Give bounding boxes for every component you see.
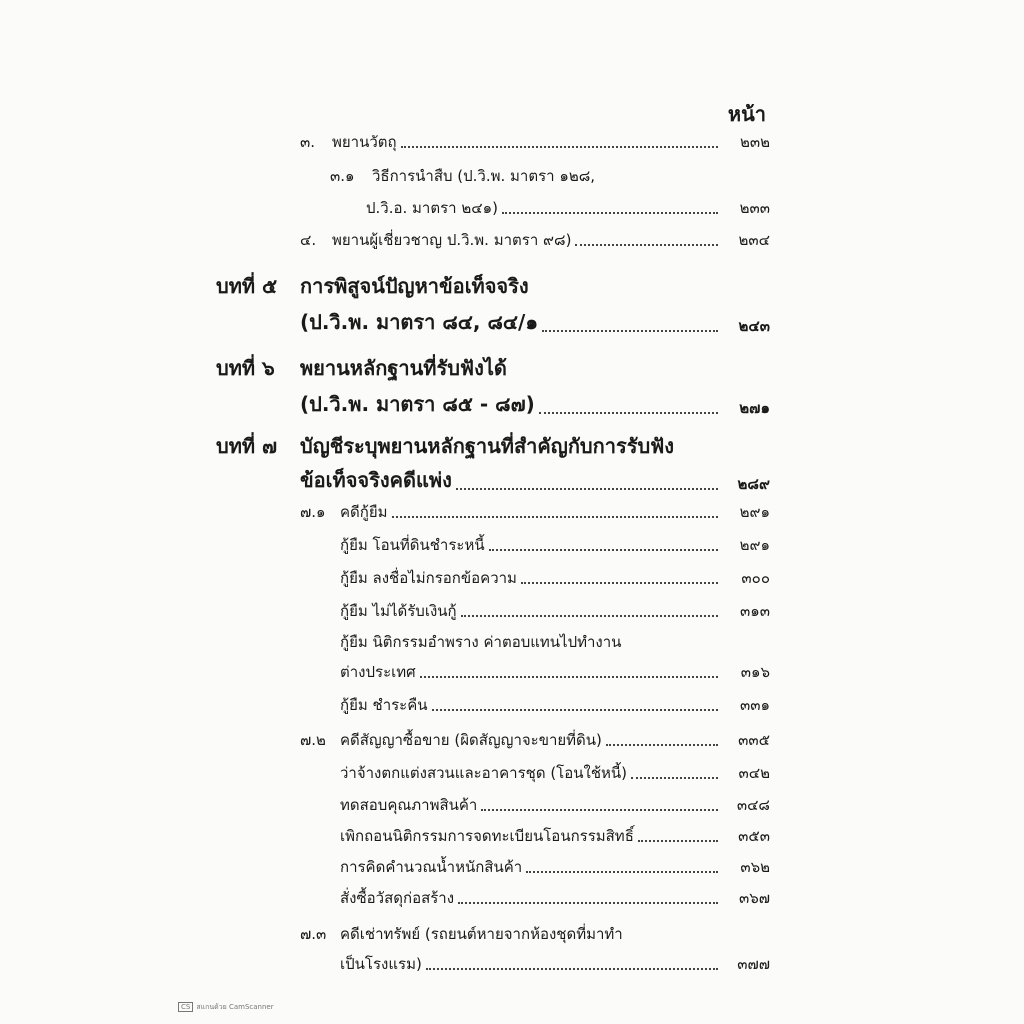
- leader-dots: [542, 330, 718, 332]
- entry-page: ๒๙๑: [739, 536, 770, 554]
- entry-title: (ป.วิ.พ. มาตรา ๘๔, ๘๔/๑: [300, 310, 539, 334]
- toc-entry: [300, 130, 770, 154]
- leader-dots: [489, 549, 718, 551]
- entry-page: ๓๑๓: [739, 602, 770, 620]
- entry-number: ๗.๑: [300, 503, 326, 521]
- leader-dots: [502, 212, 718, 214]
- entry-title: พยานผู้เชี่ยวชาญ ป.วิ.พ. มาตรา ๙๘): [332, 231, 572, 249]
- entry-title: คดีสัญญาซื้อขาย (ผิดสัญญาจะขายที่ดิน): [340, 731, 602, 749]
- page-column-header: หน้า: [727, 102, 766, 126]
- toc-entry: [340, 566, 770, 590]
- toc-entry: [340, 693, 770, 717]
- entry-page: ๓๕๓: [738, 827, 770, 845]
- toc-entry: [340, 599, 770, 623]
- entry-page: ๒๓๒: [739, 133, 770, 151]
- entry-page: ๓๔๒: [738, 764, 770, 782]
- toc-entry: [300, 728, 770, 752]
- chapter-heading: [216, 270, 770, 302]
- leader-dots: [575, 244, 718, 246]
- entry-number: ๗.๓: [300, 925, 327, 943]
- toc-entry: [340, 793, 770, 817]
- entry-title: (ป.วิ.พ. มาตรา ๘๕ - ๘๗): [300, 392, 535, 416]
- leader-dots: [392, 516, 718, 518]
- entry-number: ๗.๒: [300, 731, 326, 749]
- toc-entry: [300, 388, 770, 420]
- leader-dots: [539, 412, 718, 414]
- entry-title: กู้ยืม ไม่ได้รับเงินกู้: [340, 602, 457, 620]
- toc-entry: [340, 660, 770, 684]
- leader-dots: [432, 709, 718, 711]
- entry-title: กู้ยืม ลงชื่อไม่กรอกข้อความ: [340, 569, 517, 587]
- entry-title: พยานวัตถุ: [332, 133, 397, 151]
- entry-page: ๒๓๓: [739, 199, 770, 217]
- entry-title: คดีเช่าทรัพย์ (รถยนต์หายจากห้องชุดที่มาทำ: [340, 925, 623, 943]
- entry-page: ๓๓๕: [738, 731, 770, 749]
- chapter-number: บทที่ ๗: [216, 434, 278, 458]
- entry-page: ๒๙๑: [739, 503, 770, 521]
- leader-dots: [401, 146, 718, 148]
- chapter-title: บัญชีระบุพยานหลักฐานที่สำคัญกับการรับฟัง: [300, 434, 675, 458]
- entry-title: ทดสอบคุณภาพสินค้า: [340, 796, 478, 814]
- chapter-heading: [216, 430, 770, 462]
- toc-entry: [340, 855, 770, 879]
- toc-entry: [340, 533, 770, 557]
- leader-dots: [461, 615, 718, 617]
- toc-entry: [340, 824, 770, 848]
- chapter-title: พยานหลักฐานที่รับฟังได้: [300, 356, 507, 380]
- chapter-number: บทที่ ๖: [216, 356, 275, 380]
- toc-entry: [366, 196, 770, 220]
- entry-title: ต่างประเทศ: [340, 663, 416, 681]
- entry-title: เพิกถอนนิติกรรมการจดทะเบียนโอนกรรมสิทธิ์: [340, 827, 634, 845]
- toc-entry: [340, 761, 770, 785]
- toc-entry: [300, 464, 770, 496]
- toc-entry: [300, 922, 770, 946]
- entry-page: ๓๖๗: [738, 889, 770, 907]
- entry-title: กู้ยืม ชำระคืน: [340, 696, 428, 714]
- entry-page: ๓๔๘: [736, 796, 770, 814]
- entry-title: กู้ยืม โอนที่ดินชำระหนี้: [340, 536, 485, 554]
- entry-number: ๓.๑: [330, 167, 355, 185]
- chapter-title: การพิสูจน์ปัญหาข้อเท็จจริง: [300, 274, 529, 298]
- entry-number: ๓.: [300, 133, 316, 151]
- entry-page: ๓๑๖: [740, 663, 770, 681]
- toc-entry: [340, 630, 770, 654]
- leader-dots: [521, 582, 718, 584]
- entry-page: ๓๗๗: [737, 955, 770, 973]
- toc-entry: [340, 952, 770, 976]
- entry-title: ป.วิ.อ. มาตรา ๒๔๑): [366, 199, 498, 217]
- leader-dots: [456, 488, 718, 490]
- entry-title: การคิดคำนวณน้ำหนักสินค้า: [340, 858, 523, 876]
- leader-dots: [638, 840, 718, 842]
- entry-title: ข้อเท็จจริงคดีแพ่ง: [300, 468, 452, 492]
- entry-page: ๓๖๒: [740, 858, 770, 876]
- entry-page: ๒๗๑: [739, 399, 770, 417]
- watermark-text: สแกนด้วย CamScanner: [196, 1003, 274, 1011]
- leader-dots: [458, 902, 718, 904]
- entry-title: กู้ยืม นิติกรรมอำพราง ค่าตอบแทนไปทำงาน: [340, 633, 622, 651]
- entry-title: วิธีการนำสืบ (ป.วิ.พ. มาตรา ๑๒๘,: [372, 167, 596, 185]
- entry-page: ๒๓๔: [738, 231, 770, 249]
- chapter-heading: [216, 352, 770, 384]
- toc-entry: [300, 500, 770, 524]
- entry-title: สั่งซื้อวัสดุก่อสร้าง: [340, 889, 455, 907]
- leader-dots: [426, 968, 718, 970]
- entry-page: ๓๐๐: [741, 569, 770, 587]
- entry-title: คดีกู้ยืม: [340, 503, 388, 521]
- toc-entry: [330, 164, 770, 188]
- entry-title: เป็นโรงแรม): [340, 955, 422, 973]
- entry-title: ว่าจ้างตกแต่งสวนและอาคารชุด (โอนใช้หนี้): [340, 764, 627, 782]
- entry-page: ๒๘๙: [737, 475, 770, 493]
- entry-number: ๔.: [300, 231, 317, 249]
- leader-dots: [526, 871, 718, 873]
- leader-dots: [606, 744, 718, 746]
- leader-dots: [420, 676, 718, 678]
- camscanner-logo-icon: CS: [178, 1002, 193, 1012]
- chapter-number: บทที่ ๕: [216, 274, 278, 298]
- entry-page: ๓๓๑: [739, 696, 770, 714]
- entry-page: ๒๔๓: [738, 317, 770, 335]
- toc-entry: [340, 886, 770, 910]
- scanner-watermark: [178, 1002, 274, 1013]
- leader-dots: [481, 809, 718, 811]
- toc-entry: [300, 306, 770, 338]
- leader-dots: [631, 777, 718, 779]
- toc-entry: [300, 228, 770, 252]
